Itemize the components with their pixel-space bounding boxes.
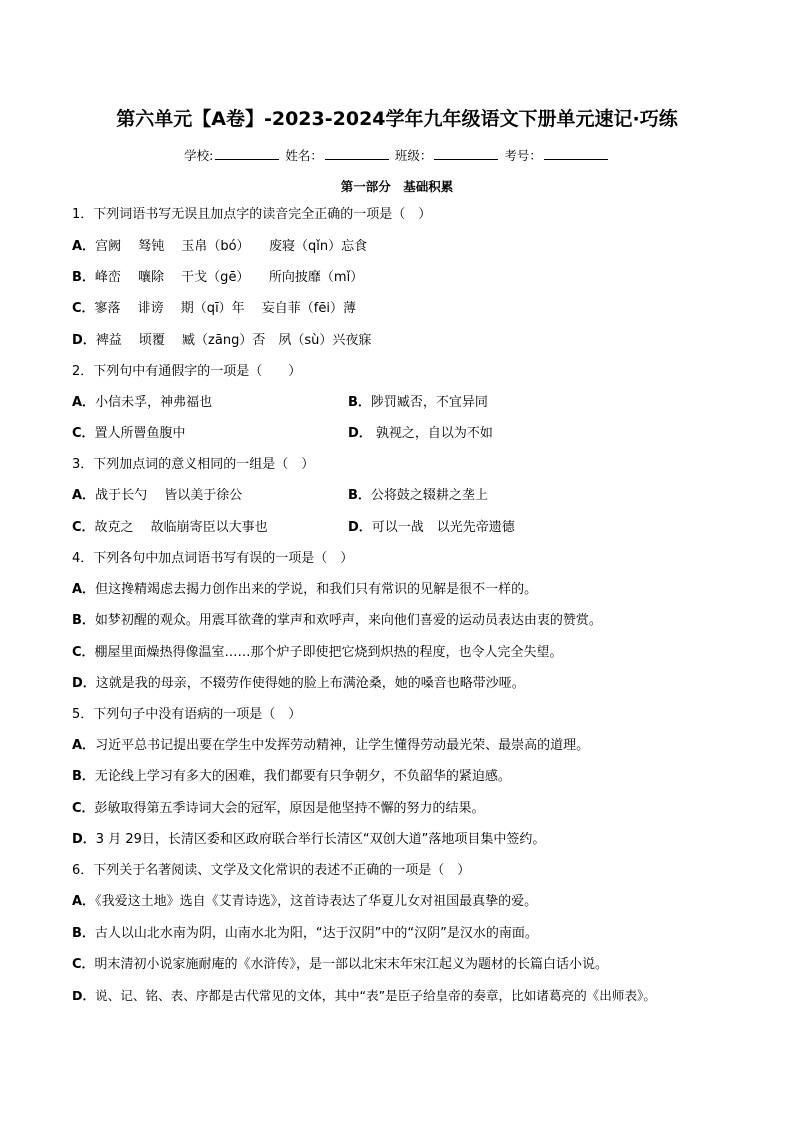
student-info-row <box>0 146 794 164</box>
option-row <box>72 333 371 349</box>
option-label: D． <box>72 832 96 847</box>
option-row <box>72 426 186 442</box>
school-label: 学校: <box>184 148 214 163</box>
option-label: C． <box>72 645 95 660</box>
option-label: D． <box>72 676 96 691</box>
option-row <box>72 239 367 255</box>
option-label: B． <box>72 926 95 941</box>
option-label: B． <box>72 613 95 628</box>
option-label: C． <box>72 801 95 816</box>
option-label: A． <box>72 738 96 753</box>
page-title: 第六单元【A卷】-2023-2024学年九年级语文下册单元速记·巧练 <box>116 108 678 130</box>
option-text: 如梦初醒的观众。用震耳欲聋的掌声和欢呼声，来向他们喜爱的运动员表达由衷的赞赏。 <box>94 613 602 628</box>
option-label: D． <box>348 520 372 535</box>
option-row <box>72 801 485 817</box>
option-text: 《我爱这土地》选自《艾青诗选》，这首诗表达了华夏儿女对祖国最真挚的爱。 <box>95 894 538 909</box>
option-row <box>72 488 242 504</box>
option-label: D． <box>72 333 96 348</box>
option-label: A． <box>72 488 96 503</box>
option-label: D． <box>72 988 96 1003</box>
option-text: 故克之 故临崩寄臣以大事也 <box>94 520 268 535</box>
option-label: B． <box>72 270 95 285</box>
option-label: B． <box>348 488 371 503</box>
question-stem: 6．下列关于名著阅读、文学及文化常识的表述不正确的一项是（ ） <box>72 863 471 878</box>
option-row <box>72 301 356 317</box>
option-text: 棚屋里面燥热得像温室……那个炉子即使把它烧到炽热的程度，也令人完全失望。 <box>94 645 563 660</box>
option-label: C． <box>72 426 95 441</box>
option-label: A． <box>72 582 96 597</box>
question-stem: 2．下列句中有通假字的一项是（ ） <box>72 364 302 379</box>
option-row <box>72 738 589 754</box>
option-row <box>72 769 511 785</box>
option-text: 古人以山北水南为阴，山南水北为阳，“达于汉阴”中的“汉阴”是汉水的南面。 <box>94 926 538 941</box>
option-text: 彭敏取得第五季诗词大会的冠军，原因是他坚持不懈的努力的结果。 <box>94 801 485 816</box>
option-text: 这就是我的母亲，不辍劳作使得她的脸上布满沧桑，她的嗓音也略带沙哑。 <box>95 676 525 691</box>
option-label: B． <box>348 395 371 410</box>
option-label: B． <box>72 769 95 784</box>
option-row <box>348 426 493 442</box>
option-text: 宫阙 驽钝 玉帛（bó） 废寝（qǐn）忘食 <box>95 239 368 254</box>
option-text: 但这搀精竭虑去揭力创作出来的学说，和我们只有常识的见解是很不一样的。 <box>95 582 538 597</box>
option-row <box>348 395 488 411</box>
option-text: 可以一战 以光先帝遗德 <box>371 520 515 535</box>
class-blank[interactable] <box>434 146 498 160</box>
option-row <box>348 520 515 536</box>
option-text: 战于长勺 皆以美于徐公 <box>95 488 243 503</box>
option-label: D． <box>348 426 372 441</box>
option-row <box>72 894 537 910</box>
option-text: 无论线上学习有多大的困难，我们都要有只争朝夕，不负韶华的紧迫感。 <box>94 769 511 784</box>
option-label: A． <box>72 239 96 254</box>
school-blank[interactable] <box>215 146 279 160</box>
question-stem: 1．下列词语书写无误且加点字的读音完全正确的一项是（ ） <box>72 207 432 222</box>
option-row <box>72 395 212 411</box>
option-row <box>348 488 488 504</box>
option-row <box>72 270 363 286</box>
question-stem: 3．下列加点词的意义相同的一组是（ ） <box>72 457 315 472</box>
option-label: C． <box>72 301 95 316</box>
option-label: A． <box>72 894 96 909</box>
option-text: 3 月 29日，长清区委和区政府联合举行长清区“双创大道”落地项目集中签约。 <box>95 832 546 847</box>
class-label: 班级： <box>394 148 433 163</box>
question-stem: 4．下列各句中加点词语书写有误的一项是（ ） <box>72 551 354 566</box>
option-text: 孰视之，自以为不如 <box>371 426 493 441</box>
option-text: 陟罚臧否，不宜异同 <box>370 395 488 410</box>
option-row <box>72 957 608 973</box>
section-heading: 第一部分 基础积累 <box>340 179 454 194</box>
option-text: 峰峦 嚷除 干戈（gē） 所向披靡（mǐ） <box>94 270 364 285</box>
option-row <box>72 520 268 536</box>
option-text: 裨益 顷覆 臧（zāng）否 夙（sù）兴夜寐 <box>95 333 372 348</box>
option-label: A． <box>72 395 96 410</box>
number-blank[interactable] <box>544 146 608 160</box>
question-stem: 5．下列句子中没有语病的一项是（ ） <box>72 707 302 722</box>
option-row <box>72 926 538 942</box>
option-row <box>72 645 563 661</box>
number-label: 考号： <box>504 148 542 163</box>
option-row <box>72 988 656 1004</box>
name-blank[interactable] <box>325 146 389 160</box>
option-text: 公将鼓之辍耕之垄上 <box>370 488 488 503</box>
option-text: 寥落 诽谤 期（qī）年 妄自菲（fēi）薄 <box>94 301 356 316</box>
option-row <box>72 676 525 692</box>
option-label: C． <box>72 520 95 535</box>
name-label: 姓名： <box>285 148 323 163</box>
option-text: 说、记、铭、表、序都是古代常见的文体，其中“表”是臣子给皇帝的奏章，比如诸葛亮的《出师表》。 <box>95 988 656 1003</box>
option-text: 置人所罾鱼腹中 <box>94 426 186 441</box>
option-text: 小信未孚，神弗福也 <box>95 395 213 410</box>
option-text: 习近平总书记提出要在学生中发挥劳动精神，让学生懂得劳动最光荣、最崇高的道理。 <box>95 738 590 753</box>
option-text: 明末清初小说家施耐庵的《水浒传》，是一部以北宋末年宋江起义为题材的长篇白话小说。 <box>94 957 609 972</box>
option-row <box>72 582 537 598</box>
option-label: C． <box>72 957 95 972</box>
option-row <box>72 613 602 629</box>
option-row <box>72 832 545 848</box>
